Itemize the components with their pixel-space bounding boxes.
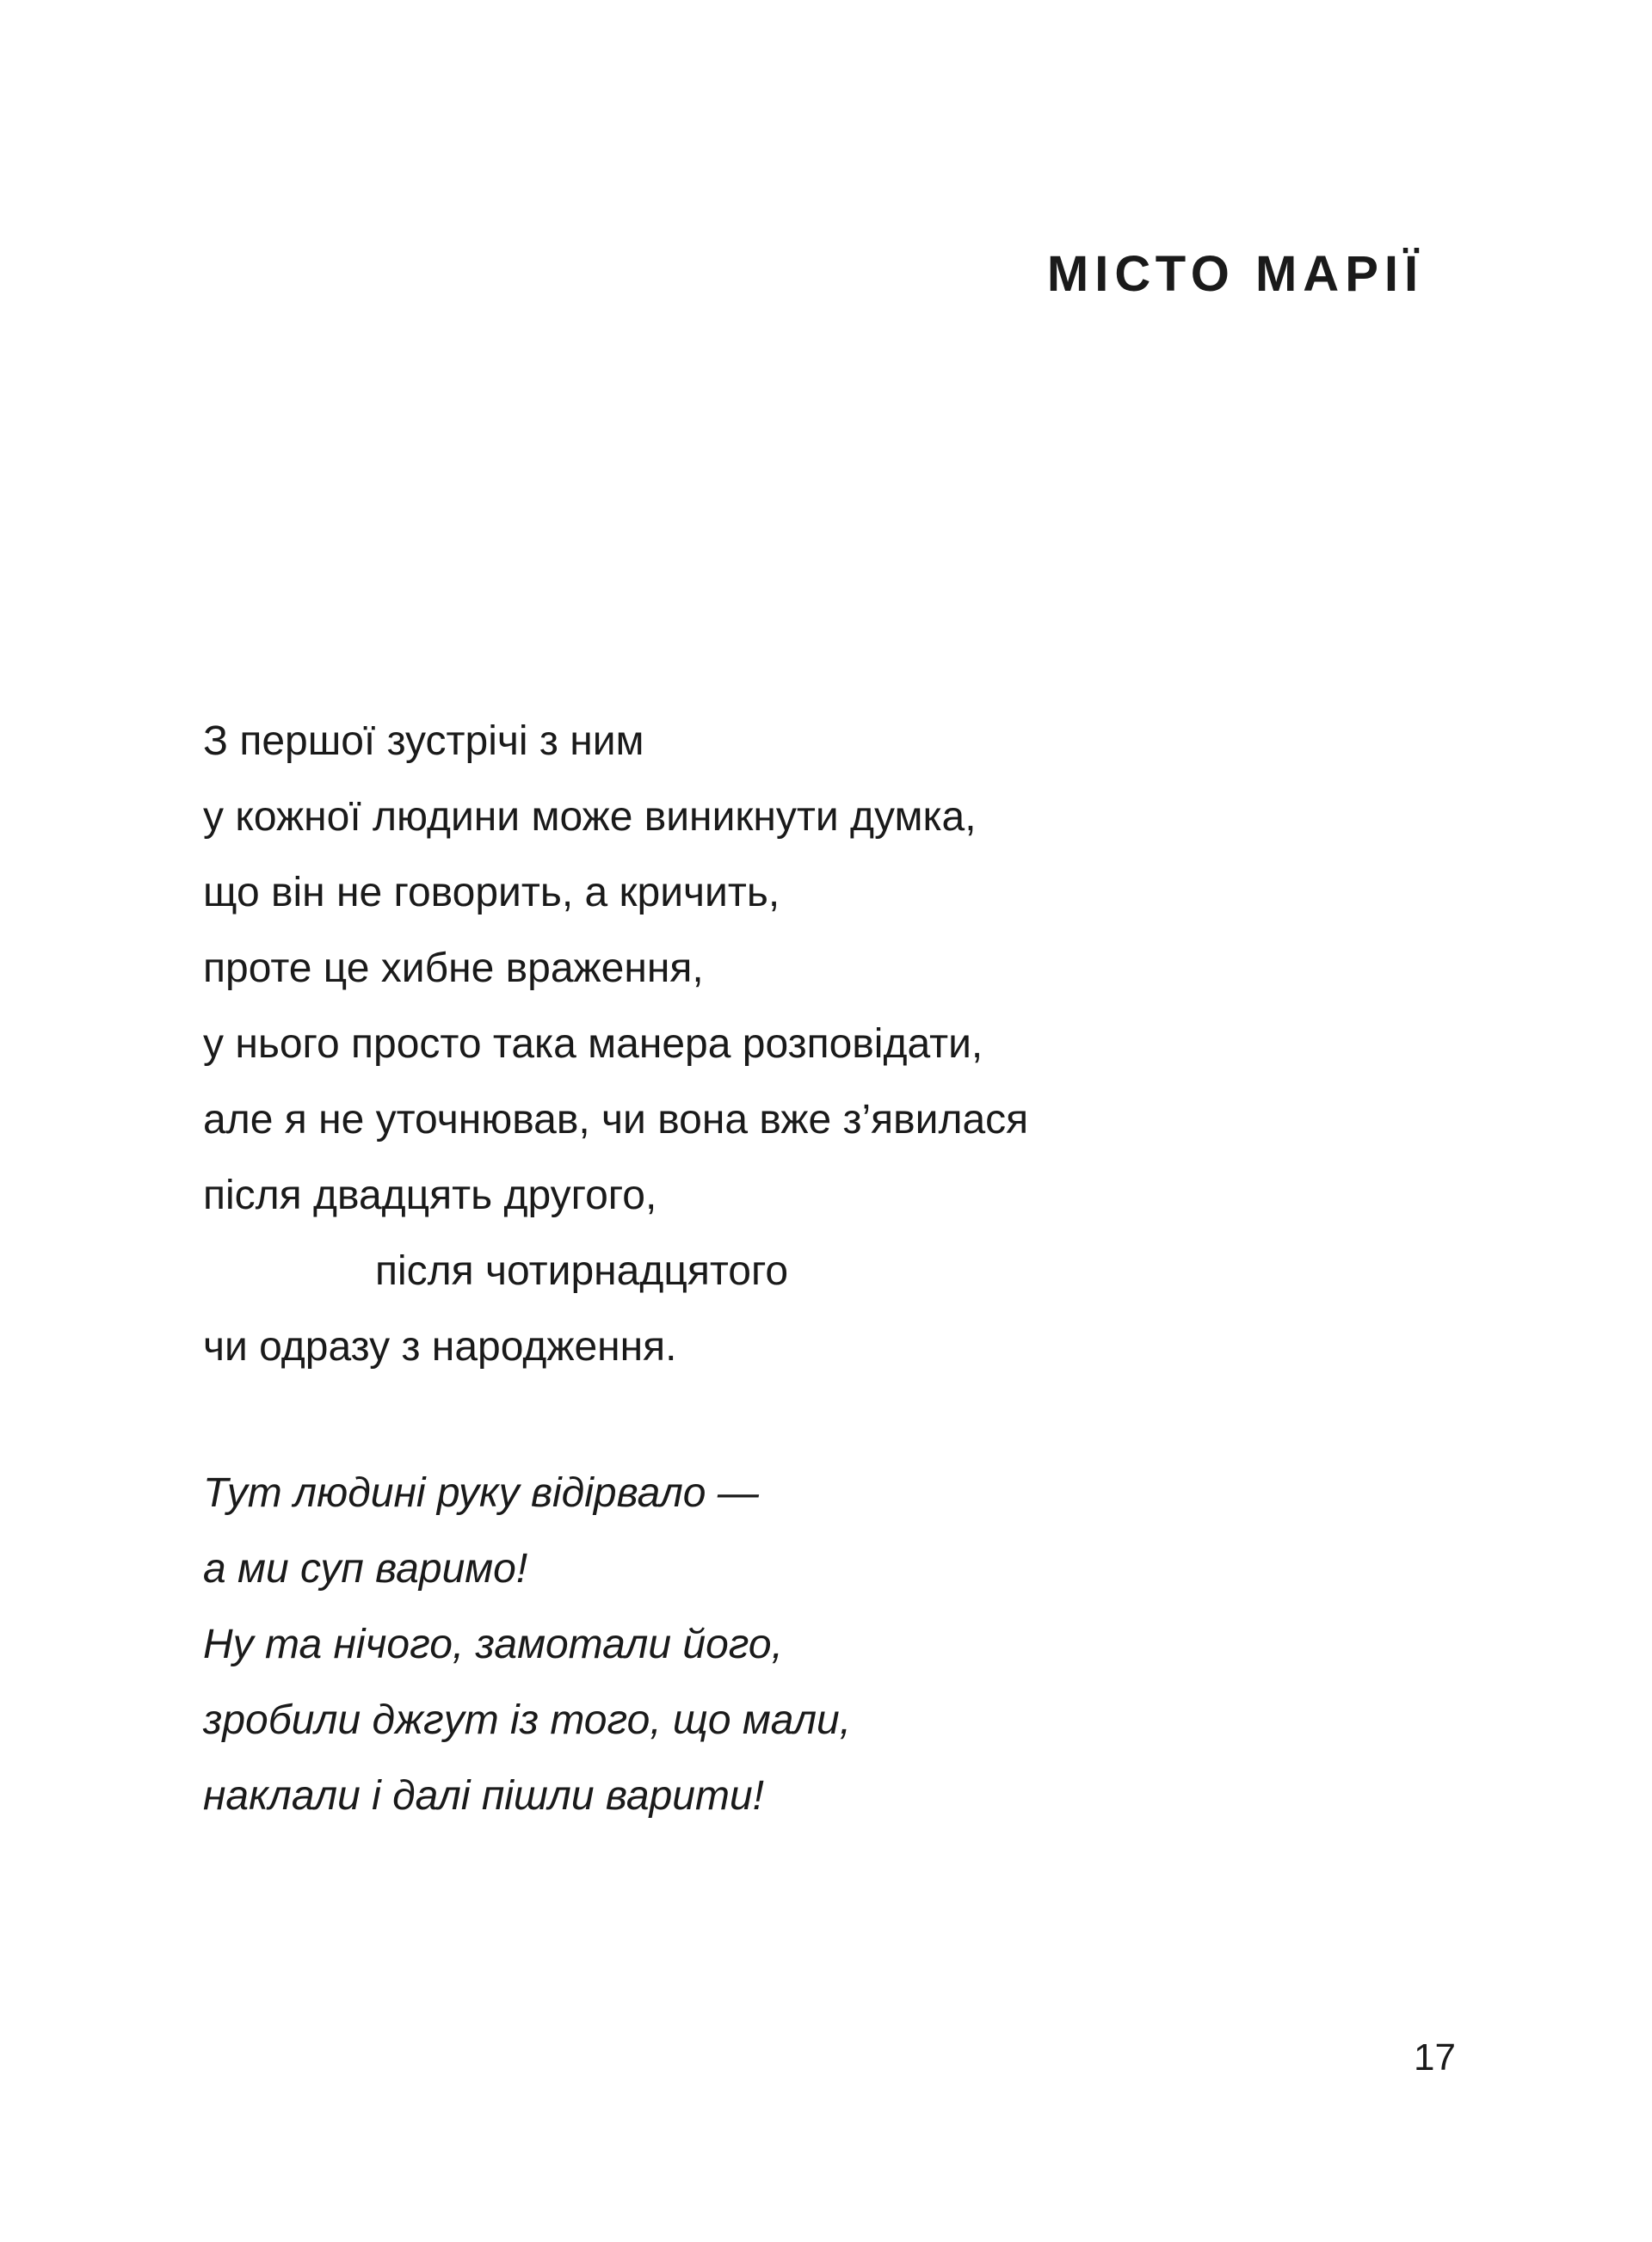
poem-line: зробили джгут із того, що мали, [203,1697,852,1743]
poem-line: наклали і далі пішли варити! [203,1773,764,1819]
stanza-italic [203,1456,851,1834]
chapter-title: МІСТО МАРІЇ [1046,246,1424,302]
poem-line: після двадцять другого, [203,1173,657,1218]
poem-line: Тут людині руку відірвало — [203,1470,759,1516]
stanza-regular [203,704,1028,1385]
poem-line-indented: після чотирнадцятого [375,1248,789,1294]
poem-line: у нього просто така манера розповідати, [203,1021,983,1067]
poem-line: З першої зустрічі з ним [203,718,644,764]
page-number: 17 [1414,2036,1456,2079]
poem-line: проте це хибне враження, [203,945,704,991]
poem-line: що він не говорить, а кричить, [203,870,780,915]
poem-line: Ну та нічого, замотали його, [203,1622,783,1667]
poem-line: у кожної людини може виникнути думка, [203,794,977,840]
poem-line: але я не уточнював, чи вона вже з’явилася [203,1097,1029,1143]
poem-line: чи одразу з народження. [203,1324,677,1370]
poem-line: а ми суп варимо! [203,1546,528,1592]
